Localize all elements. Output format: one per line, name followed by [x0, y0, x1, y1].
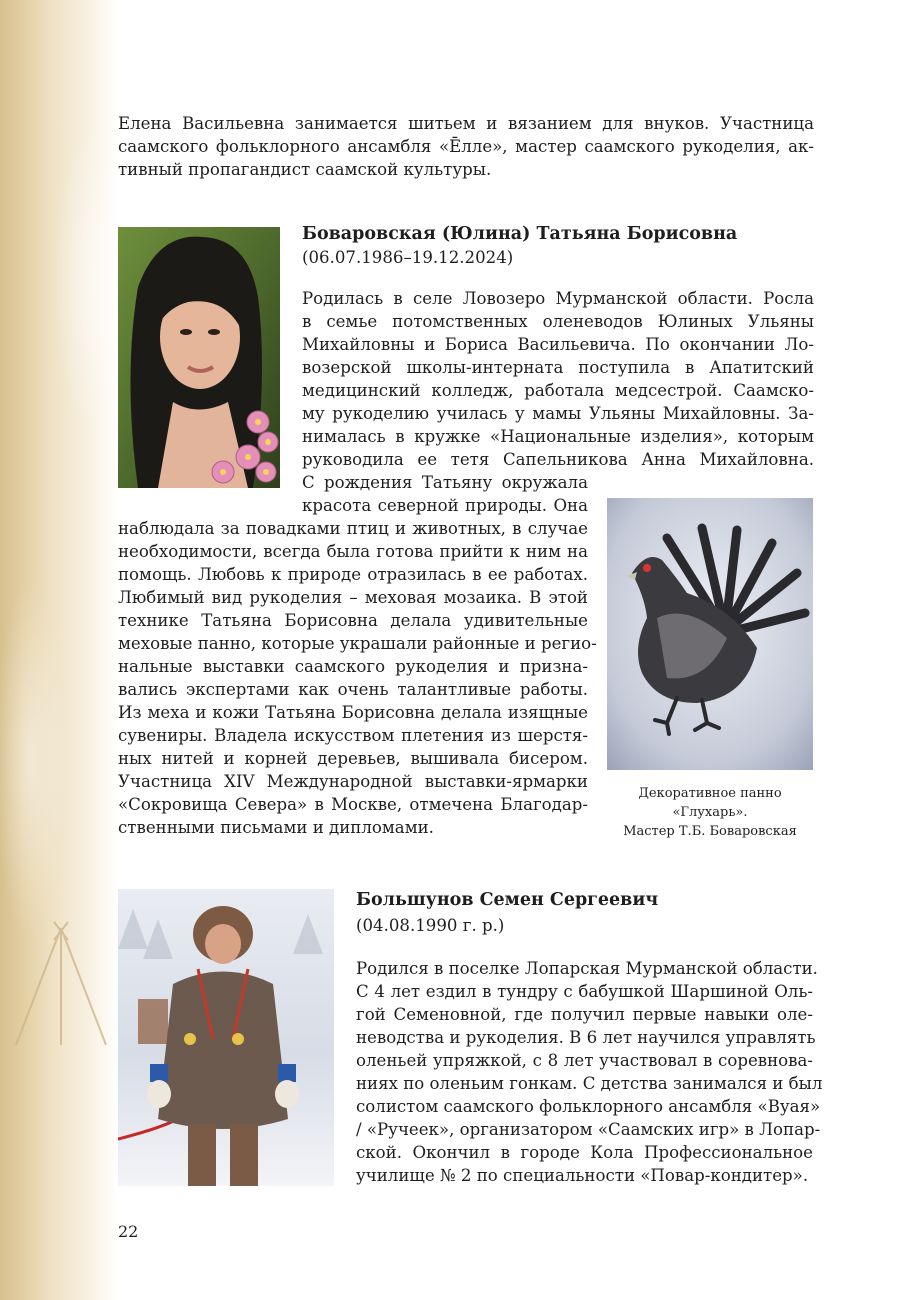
text-line: возерской школы-интерната поступила в Апатитский	[302, 358, 814, 377]
text-line: в семье потомственных оленеводов Юлиных Ульяны	[302, 312, 814, 331]
text-line: ской. Окончил в городе Кола Профессиональное	[356, 1143, 813, 1162]
page-number: 22	[118, 1222, 139, 1241]
text-line: тивный пропагандист саамской культуры.	[118, 160, 492, 179]
text-line: ственными письмами и дипломами.	[118, 818, 434, 837]
text-line: / «Ручеек», организатором «Саамских игр» в Лопар-	[356, 1120, 821, 1139]
text-line: ниях по оленьим гонкам. С детства занимался и был	[356, 1074, 823, 1093]
chum-tent-ornament	[6, 920, 116, 1050]
person2-bio	[356, 957, 823, 1187]
decorative-border	[0, 0, 118, 1300]
text-line: Родилась в селе Ловозеро Мурманской области. Росла	[302, 289, 814, 308]
panel-caption	[606, 784, 814, 841]
text-line: Михайловны и Бориса Васильевича. По окончании Ло-	[302, 335, 814, 354]
text-line: неводства и рукоделия. В 6 лет научился управлять	[356, 1028, 816, 1047]
text-line: нималась в кружке «Национальные изделия», которым	[302, 427, 814, 446]
text-line: Из меха и кожи Татьяна Борисовна делала изящные	[118, 703, 588, 722]
portrait-photo-bovarovskaya	[118, 227, 280, 488]
text-line: технике Татьяна Борисовна делала удивительные	[118, 611, 588, 630]
person1-bio-top	[302, 287, 814, 517]
text-line: вались экспертами как очень талантливые работы.	[118, 680, 588, 699]
text-line: меховые панно, которые украшали районные и регио-	[118, 634, 597, 653]
text-line: помощь. Любовь к природе отразилась в ее работах.	[118, 565, 588, 584]
text-line: С 4 лет ездил в тундру с бабушкой Шаршиной Оль-	[356, 982, 813, 1001]
text-line: солистом саамского фольклорного ансамбля «Вуая»	[356, 1097, 821, 1116]
text-line: училище № 2 по специальности «Повар-кондитер».	[356, 1166, 809, 1185]
person1-dates: (06.07.1986–19.12.2024)	[302, 248, 514, 267]
text-line: Родился в поселке Лопарская Мурманской области.	[356, 959, 818, 978]
text-line: ных нитей и корней деревьев, вышивала бисером.	[118, 749, 588, 768]
text-line: руководила ее тетя Сапельникова Анна Михайловна.	[302, 450, 814, 469]
caption-line: Мастер Т.Б. Боваровская	[623, 824, 797, 839]
person1-name: Боваровская (Юлина) Татьяна Борисовна	[302, 224, 738, 244]
person1-bio-bottom	[118, 517, 597, 839]
text-line: необходимости, всегда была готова прийти к ним на	[118, 542, 588, 561]
person2-name: Большунов Семен Сергеевич	[356, 890, 659, 910]
text-line: саамского фольклорного ансамбля «Ēлле», мастер саамского рукоделия, ак-	[118, 137, 814, 156]
portrait-photo-bolshunov	[118, 889, 334, 1186]
caption-line: Декоративное панно	[638, 786, 782, 801]
text-line: наблюдала за повадками птиц и животных, в случае	[118, 519, 588, 538]
text-line: «Сокровища Севера» в Москве, отмечена Благодар-	[118, 795, 588, 814]
text-line: нальные выставки саамского рукоделия и призна-	[118, 657, 588, 676]
intro-paragraph	[118, 112, 814, 181]
text-line: Любимый вид рукоделия – меховая мозаика. В этой	[118, 588, 588, 607]
text-line: медицинский колледж, работала медсестрой. Саамско-	[302, 381, 814, 400]
text-line: му рукоделию училась у мамы Ульяны Михайловны. За-	[302, 404, 814, 423]
text-line: гой Семеновной, где получил первые навыки оле-	[356, 1005, 813, 1024]
text-line: оленьей упряжкой, с 8 лет участвовал в соревнова-	[356, 1051, 813, 1070]
text-line: Елена Васильевна занимается шитьем и вязанием для внуков. Участница	[118, 114, 814, 133]
text-line: красота северной природы. Она	[302, 496, 588, 515]
text-line: Участница XIV Международной выставки-ярмарки	[118, 772, 588, 791]
text-line: С рождения Татьяну окружала	[302, 473, 588, 492]
caption-line: «Глухарь».	[672, 805, 748, 820]
person2-dates: (04.08.1990 г. р.)	[356, 916, 505, 935]
text-line: сувениры. Владела искусством плетения из шерстя-	[118, 726, 588, 745]
fur-panel-capercaillie-photo	[607, 498, 813, 770]
